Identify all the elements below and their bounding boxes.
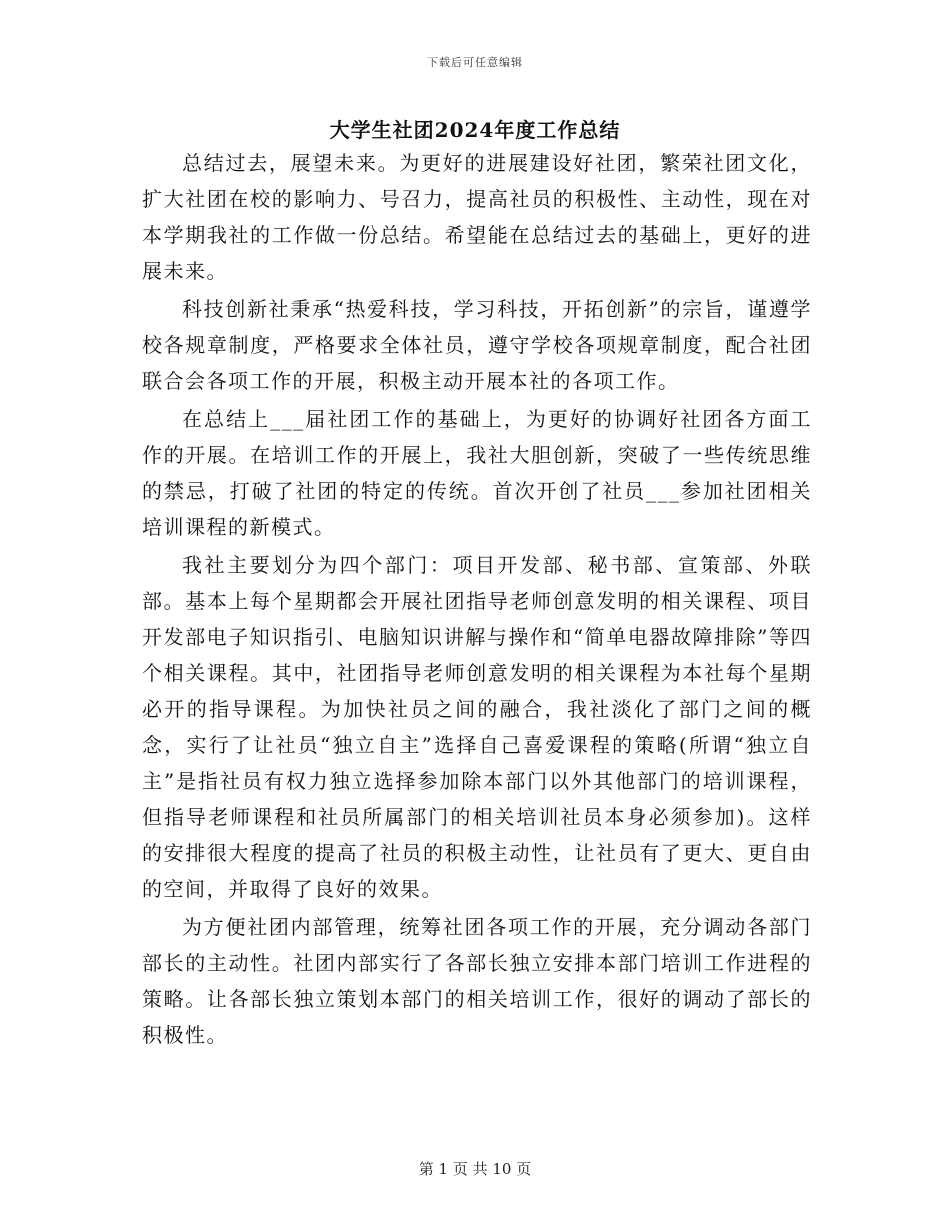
paragraph: 总结过去，展望未来。为更好的进展建设好社团，繁荣社团文化，扩大社团在校的影响力、号召力，提高社员的积极性、主动性，现在对本学期我社的工作做一份总结。希望能在总结过去的基础上，更好的进展未来。	[142, 151, 812, 283]
paragraph: 为方便社团内部管理，统筹社团各项工作的开展，充分调动各部门部长的主动性。社团内部实行了各部长独立安排本部门培训工作进程的策略。让各部长独立策划本部门的相关培训工作，很好的调动了部长的积极性。	[142, 915, 812, 1047]
document-body	[142, 145, 812, 1055]
paragraph: 科技创新社秉承“热爱科技，学习科技，开拓创新”的宗旨，谨遵学校各规章制度，严格要求全体社员，遵守学校各项规章制度，配合社团联合会各项工作的开展，积极主动开展本社的各项工作。	[142, 297, 812, 393]
document-title: 大学生社团2024年度工作总结	[329, 118, 621, 142]
paragraph: 在总结上___届社团工作的基础上，为更好的协调好社团各方面工作的开展。在培训工作的开展上，我社大胆创新，突破了一些传统思维的禁忌，打破了社团的特定的传统。首次开创了社员___参加社团相关培训课程的新模式。	[142, 407, 812, 539]
page-number: 第 1 页 共 10 页	[418, 1160, 532, 1178]
header-note: 下载后可任意编辑	[427, 56, 523, 69]
paragraph: 我社主要划分为四个部门：项目开发部、秘书部、宣策部、外联部。基本上每个星期都会开展社团指导老师创意发明的相关课程、项目开发部电子知识指引、电脑知识讲解与操作和“简单电器故障排除”等四个相关课程。其中，社团指导老师创意发明的相关课程为本社每个星期必开的指导课程。为加快社员之间的融合，我社淡化了部门之间的概念，实行了让社员“独立自主”选择自己喜爱课程的策略(所谓“独立自主”是指社员有权力独立选择参加除本部门以外其他部门的培训课程，但指导老师课程和社员所属部门的相关培训社员本身必须参加)。这样的安排很大程度的提高了社员的积极主动性，让社员有了更大、更自由的空间，并取得了良好的效果。	[142, 553, 812, 901]
